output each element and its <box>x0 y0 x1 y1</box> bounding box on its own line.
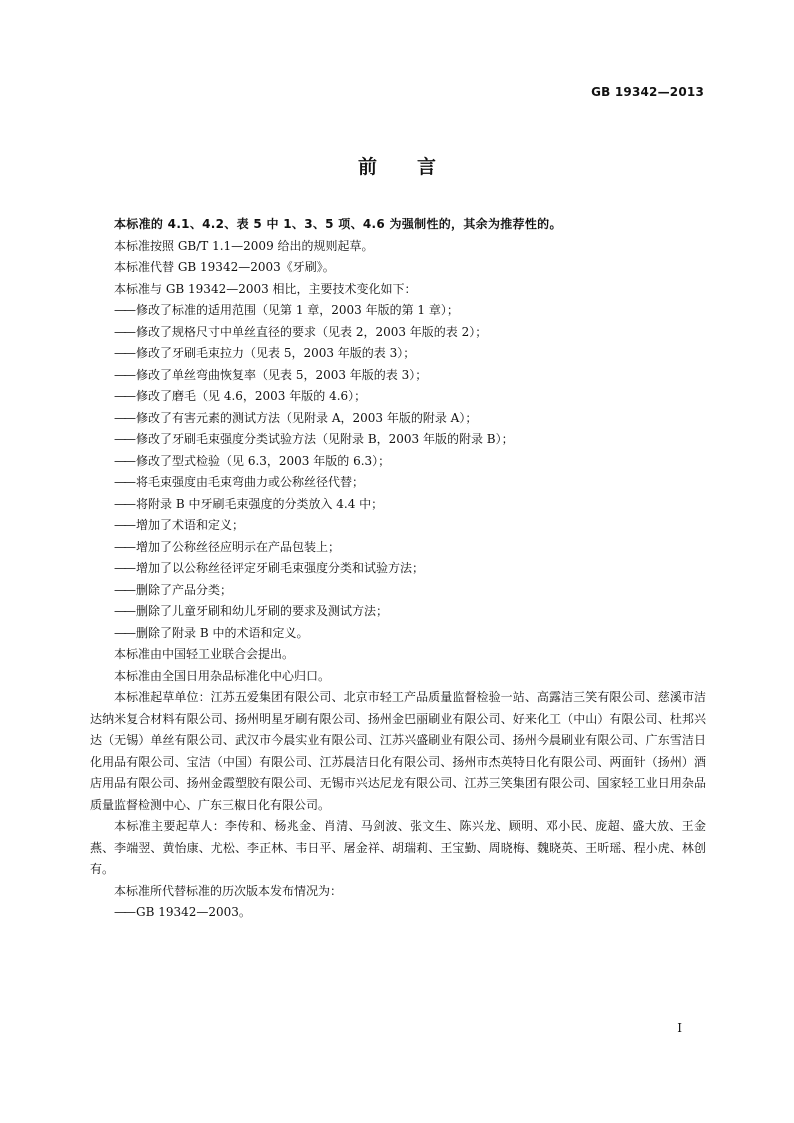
change-item: —— 将毛束强度由毛束弯曲力或公称丝径代替； <box>114 475 365 489</box>
administrator-statement: 本标准由全国日用杂品标准化中心归口。 <box>114 668 331 683</box>
proposer-statement: 本标准由中国轻工业联合会提出。 <box>114 647 295 661</box>
change-item: —— 修改了牙刷毛束强度分类试验方法（见附录 B，2003 年版的附录 B）； <box>114 432 514 446</box>
change-item: —— 修改了牙刷毛束拉力（见表 5，2003 年版的表 3）； <box>114 346 416 360</box>
drafting-rules-statement: 本标准按照 GB/T 1.1—2009 给出的规则起草。 <box>114 238 374 253</box>
change-item: —— 修改了有害元素的测试方法（见附录 A，2003 年版的附录 A）； <box>114 410 478 425</box>
change-item: —— 删除了儿童牙刷和幼儿牙刷的要求及测试方法； <box>114 604 389 618</box>
change-item: —— 删除了产品分类； <box>114 582 233 597</box>
drafting-organizations: 本标准起草单位：江苏五爱集团有限公司、北京市轻工产品质量监督检验一站、高露洁三笑有限公司、慈溪市洁达纳米复合材料有限公司、扬州明星牙刷有限公司、扬州金巴丽刷业有限公司、好来化工（中山）有限公司、杜邦兴达（无锡）单丝有限公司、武汉市今晨实业有限公司、江苏兴盛刷业有限公司、扬州今晨刷业有限公司、广东雪洁日化用品有限公司、宝洁（中国）有限公司、江苏晨洁日化有限公司、扬州市杰英特日化有限公司、两面针（扬州）酒店用品有限公司、扬州金霞塑胶有限公司、无锡市兴达尼龙有限公司、江苏三笑集团有限公司、国家轻工业日用杂品质量监督检测中心、广东三椒日化有限公司。 <box>90 690 706 812</box>
change-item: —— 增加了术语和定义； <box>114 518 245 532</box>
replacement-statement: 本标准代替 GB 19342—2003《牙刷》。 <box>114 260 335 274</box>
page-number: I <box>677 1021 682 1035</box>
change-item: —— 修改了型式检验（见 6.3，2003 年版的 6.3）； <box>114 453 391 468</box>
foreword-body <box>90 214 706 924</box>
change-item: —— 增加了以公称丝径评定牙刷毛束强度分类和试验方法； <box>114 561 425 575</box>
standard-code: GB 19342—2013 <box>591 85 704 99</box>
page-title: 前言 <box>357 156 476 178</box>
change-item: —— 增加了公称丝径应明示在产品包装上； <box>114 539 341 554</box>
mandatory-clause-statement: 本标准的 4.1、4.2、表 5 中 1、3、5 项、4.6 为强制性的，其余为推荐性的。 <box>114 217 562 231</box>
change-item: —— 修改了单丝弯曲恢复率（见表 5，2003 年版的表 3）； <box>114 367 428 382</box>
history-intro: 本标准所代替标准的历次版本发布情况为： <box>114 883 343 898</box>
history-item: —— GB 19342—2003。 <box>114 905 251 919</box>
change-item: —— 删除了附录 B 中的术语和定义。 <box>114 625 309 640</box>
change-item: —— 修改了磨毛（见 4.6，2003 年版的 4.6）； <box>114 389 367 403</box>
change-item: —— 修改了规格尺寸中单丝直径的要求（见表 2，2003 年版的表 2）； <box>114 324 488 339</box>
change-item: —— 修改了标准的适用范围（见第 1 章，2003 年版的第 1 章）； <box>114 303 459 317</box>
change-item: —— 将附录 B 中牙刷毛束强度的分类放入 4.4 中； <box>114 496 384 511</box>
changes-intro: 本标准与 GB 19342—2003 相比，主要技术变化如下： <box>114 281 417 296</box>
drafters: 本标准主要起草人：李传和、杨兆金、肖清、马剑波、张文生、陈兴龙、顾明、邓小民、庞超、盛大放、王金燕、李端翌、黄怡康、尤松、李正林、韦日平、屠金祥、胡瑞莉、王宝勤、周晓梅、魏晓英、王昕瑶、程小虎、林创有。 <box>90 819 706 876</box>
